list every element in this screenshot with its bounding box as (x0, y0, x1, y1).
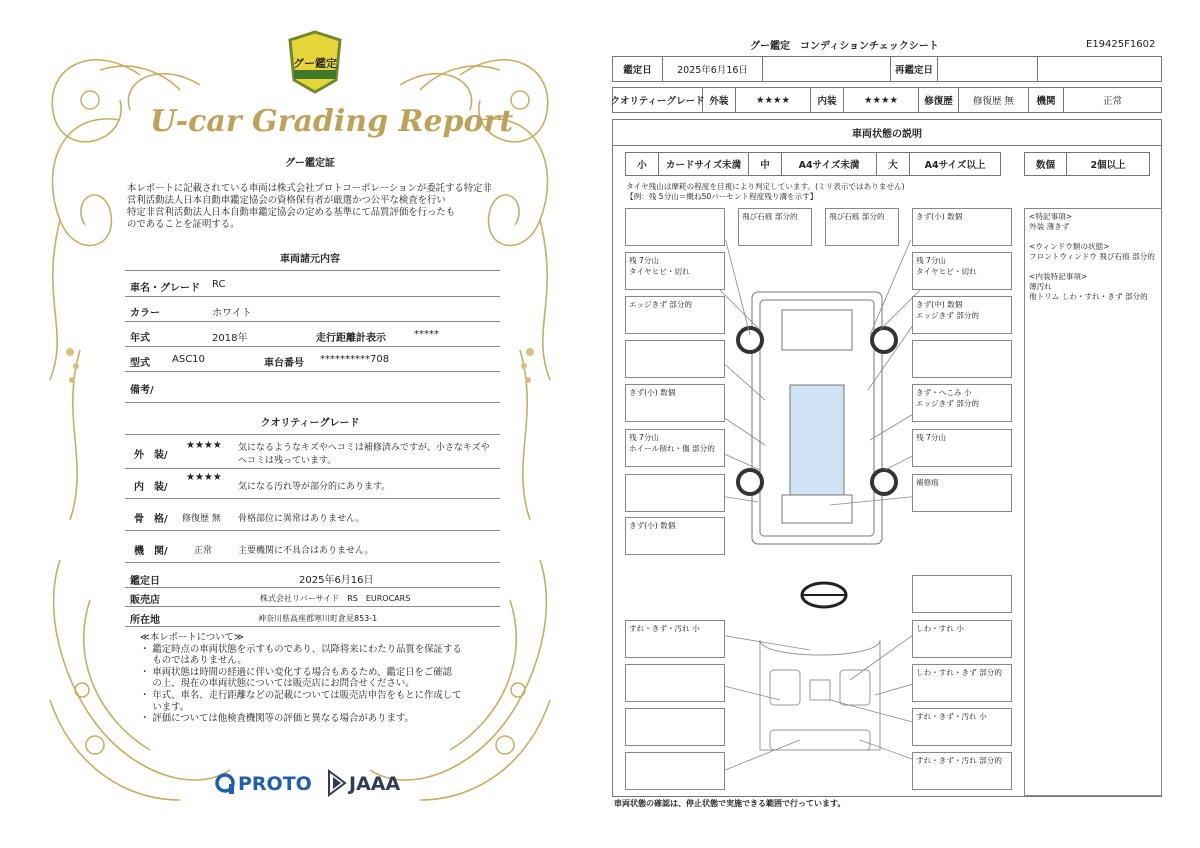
condition-text: 残 7分山 (916, 433, 947, 442)
exterior-desc: 気になるようなキズやヘコミは補修済みですが、小さなキズや (238, 443, 490, 453)
engine-value: 正常 (1102, 96, 1122, 107)
mileage-value: ***** (414, 329, 439, 340)
condition-box-left-1 (625, 208, 725, 246)
interior-desc: 気になる汚れ等が部分的にあります。 (238, 482, 391, 492)
chassis-value: **********708 (320, 354, 390, 365)
exterior-label: 外装 (703, 88, 736, 112)
sheet-code: E19425F1602 (1086, 39, 1156, 50)
condition-text: 残 7分山 (916, 256, 947, 265)
condition-text: しわ・すれ・きず 部分的 (916, 668, 1002, 677)
note-line: ものではありません。 (140, 655, 247, 667)
size-mid-desc: A4サイズ未満 (782, 153, 877, 175)
condition-box-left-5 (625, 384, 725, 422)
size-mid: 中 (749, 153, 782, 175)
condition-box-right-1 (912, 208, 1012, 246)
date-value: 2025年6月16日 (299, 575, 374, 586)
size-legend (625, 152, 1001, 176)
condition-text: すれ・きず・汚れ 小 (629, 624, 700, 633)
frame-desc: 骨格部位に異常はありません。 (238, 514, 365, 524)
inspect-date-value: 2025年6月16日 (663, 57, 763, 81)
size-small-desc: カードサイズ未満 (659, 153, 749, 175)
divider (125, 626, 500, 627)
condition-text: 残 7分山 (629, 433, 660, 442)
condition-text: 補修痕 (916, 478, 939, 487)
inspect-date-label: 鑑定日 (613, 57, 663, 81)
condition-text: 飛び石痕 部分的 (829, 212, 885, 221)
sheet-title: グー鑑定 コンディションチェックシート (750, 41, 939, 52)
car-name-value: RC (212, 279, 226, 290)
empty-cell (1038, 57, 1161, 81)
condition-check-sheet (600, 0, 1200, 848)
condition-box-left-4 (625, 340, 725, 378)
condition-box-right-2 (912, 252, 1012, 290)
condition-box-left-3 (625, 296, 725, 334)
condition-text: すれ・きず・汚れ 小 (916, 712, 987, 721)
model-value: ASC10 (172, 354, 205, 365)
condition-text: ホイール削れ・傷 部分的 (629, 444, 715, 453)
note-line: の上、現在の車両状態については販売店にお問合せください。 (140, 678, 415, 690)
condition-text: きず(小) 数個 (629, 521, 676, 530)
engine-desc: 主要機関に不具合はありません。 (238, 546, 374, 556)
special-note-line: <内装特記事項> (1029, 272, 1088, 281)
special-note-line: 外装 薄きず (1029, 222, 1070, 231)
condition-box-right-4 (912, 340, 1012, 378)
report-notes (140, 632, 500, 725)
count-legend (1024, 152, 1150, 176)
divider (125, 530, 500, 531)
car-name-label: 車名・グレード (130, 283, 200, 294)
special-notes-box (1024, 208, 1162, 796)
proto-logo-icon (215, 772, 237, 796)
sheet-footer-note: 車両状態の確認は、停止状態で実施できる範囲で行っています。 (614, 799, 846, 808)
intro-line: のであることを証明する。 (127, 219, 240, 230)
tire-note: タイヤ残山は摩耗の程度を目視により判定しています。(ミリ表示ではありません) (626, 182, 905, 191)
address-label: 所在地 (130, 615, 160, 626)
condition-box-top-1 (738, 208, 812, 246)
notes-title: ≪本レポートについて≫ (140, 632, 244, 643)
repair-history-value: 修復歴 無 (959, 88, 1029, 112)
year-value: 2018年 (212, 333, 248, 344)
interior-box-left-4 (625, 752, 725, 790)
engine-label: 機 関/ (134, 546, 168, 557)
interior-label: 内 装/ (134, 482, 168, 493)
interior-label: 内装 (811, 88, 844, 112)
divider (125, 562, 500, 563)
condition-text: きず・へこみ 小 (916, 388, 972, 397)
condition-text: しわ・すれ 小 (916, 624, 964, 633)
proto-logo-text: PROTO (238, 773, 312, 795)
report-script-title: U-car Grading Report (150, 104, 514, 139)
divider (125, 468, 500, 469)
divider (125, 371, 500, 372)
date-row (612, 56, 1162, 82)
condition-box-right-5 (912, 384, 1012, 422)
condition-text: エッジきず 部分的 (916, 399, 980, 408)
size-large-desc: A4サイズ以上 (924, 160, 986, 171)
condition-text: タイヤヒビ・切れ (629, 267, 690, 276)
date-label: 鑑定日 (130, 576, 160, 587)
repair-history-label: 修復歴 (919, 88, 959, 112)
divider (125, 321, 500, 322)
spec-section-title: 車両諸元内容 (280, 254, 340, 265)
certificate-intro (127, 183, 499, 231)
condition-text: エッジきず 部分的 (916, 311, 980, 320)
badge-label: グー鑑定 (293, 57, 337, 70)
special-note-line (1029, 232, 1157, 242)
tire-note-example: 【例：残 5分山＝概ね50パーセント程度残り溝を示す】 (626, 192, 818, 201)
condition-text: きず(中) 数個 (916, 300, 963, 309)
condition-text: きず(小) 数個 (629, 388, 676, 397)
jaaa-logo-text: JAAA (349, 773, 401, 795)
reinspect-date-label: 再鑑定日 (891, 57, 938, 81)
condition-text: きず(小) 数個 (916, 212, 963, 221)
intro-line: 特定非営利活動法人日本自動車鑑定協会の定める基準にて品質評価を行ったも (127, 207, 456, 218)
note-line: ・ 評価については他検査機関等の評価と異なる場合があります。 (140, 713, 414, 725)
count-label: 数個 (1025, 153, 1067, 175)
interior-box-right-1 (912, 620, 1012, 658)
interior-box-right-3 (912, 708, 1012, 746)
condition-text: 残 7分山 (629, 256, 660, 265)
special-note-line: 他トリム しわ・すれ・きず 部分的 (1029, 292, 1148, 301)
color-label: カラー (130, 308, 160, 319)
divider (125, 296, 500, 297)
interior-box-left-3 (625, 708, 725, 746)
intro-line: 本レポートに記載されている車両は株式会社プロトコーポレーションが委託する特定非 (127, 183, 492, 194)
mileage-label: 走行距離計表示 (316, 333, 386, 344)
divider (125, 402, 500, 403)
jaaa-logo-icon (327, 769, 347, 797)
condition-box-right-8 (912, 575, 1012, 613)
exterior-label: 外 装/ (134, 450, 168, 461)
size-small: 小 (626, 153, 659, 175)
chassis-label: 車台番号 (264, 358, 304, 369)
frame-label: 骨 格/ (134, 514, 168, 525)
exterior-desc: ヘコミは残っています。 (238, 456, 337, 466)
engine-value: 正常 (194, 546, 213, 556)
grade-row (612, 87, 1162, 113)
condition-text: エッジきず 部分的 (629, 300, 693, 309)
note-line: ・ 車両状態は時間の経過に伴い変化する場合もあるため、鑑定日をご確認 (140, 666, 452, 678)
interior-box-right-2 (912, 664, 1012, 702)
year-label: 年式 (130, 333, 150, 344)
condition-box-left-6 (625, 429, 725, 467)
address-value: 神奈川県高座郡寒川町倉見853-1 (258, 614, 378, 623)
certificate-title: グー鑑定証 (285, 158, 335, 169)
condition-box-right-7 (912, 474, 1012, 512)
interior-box-left-1 (625, 620, 725, 658)
intro-line: 営利活動法人日本自動車鑑定協会の資格保有者が厳選かつ公平な検査を行い (127, 195, 446, 206)
size-large: 大 (877, 153, 910, 175)
engine-label: 機関 (1029, 88, 1064, 112)
exterior-stars: ★★★★ (736, 88, 811, 112)
divider (125, 498, 500, 499)
condition-box-left-8 (625, 517, 725, 555)
interior-stars: ★★★★ (186, 472, 222, 483)
grade-section-title: クオリティーグレード (260, 418, 360, 429)
note-line: ・ 鑑定時点の車両状態を示すものであり、以降将来にわたり品質を保証する (140, 643, 462, 655)
reinspect-date-value (938, 57, 1038, 81)
divider (125, 587, 500, 588)
note-line: います。 (140, 701, 190, 713)
interior-stars: ★★★★ (844, 88, 919, 112)
condition-box-left-7 (625, 474, 725, 512)
condition-box-top-2 (825, 208, 899, 246)
condition-box-left-2 (625, 252, 725, 290)
interior-box-right-4 (912, 752, 1012, 790)
condition-text: 飛び石痕 部分的 (742, 212, 798, 221)
condition-panel-title: 車両状態の説明 (613, 120, 1161, 146)
empty-cell (763, 57, 891, 81)
count-desc: 2個以上 (1090, 160, 1126, 171)
quality-grade-label: クオリティーグレード (613, 88, 703, 112)
dealer-value: 株式会社リバーサイド RS EUROCARS (260, 594, 411, 603)
condition-text: タイヤヒビ・切れ (916, 267, 977, 276)
color-value: ホワイト (212, 308, 252, 319)
dealer-label: 販売店 (130, 595, 160, 606)
special-note-line: フロントウィンドウ 飛び石痕 部分的 (1029, 252, 1155, 261)
note-line: ・ 年式、車名、走行距離などの記載については販売店申告をもとに作成して (140, 689, 462, 701)
divider (125, 346, 500, 347)
divider (125, 270, 500, 271)
interior-box-left-2 (625, 664, 725, 702)
model-label: 型式 (130, 358, 150, 369)
condition-box-right-3 (912, 296, 1012, 334)
frame-value: 修復歴 無 (182, 514, 221, 524)
condition-text: すれ・きず・汚れ 部分的 (916, 756, 1002, 765)
exterior-stars: ★★★★ (186, 440, 222, 451)
special-note-line: <特記事項> (1029, 212, 1073, 221)
special-note-line: 薄汚れ (1029, 282, 1052, 291)
remarks-label: 備考/ (130, 385, 154, 396)
special-note-line: <ウィンドウ類の状態> (1029, 242, 1110, 251)
divider (125, 434, 500, 435)
condition-box-right-6 (912, 429, 1012, 467)
divider (125, 606, 500, 607)
special-note-line (1029, 262, 1157, 272)
